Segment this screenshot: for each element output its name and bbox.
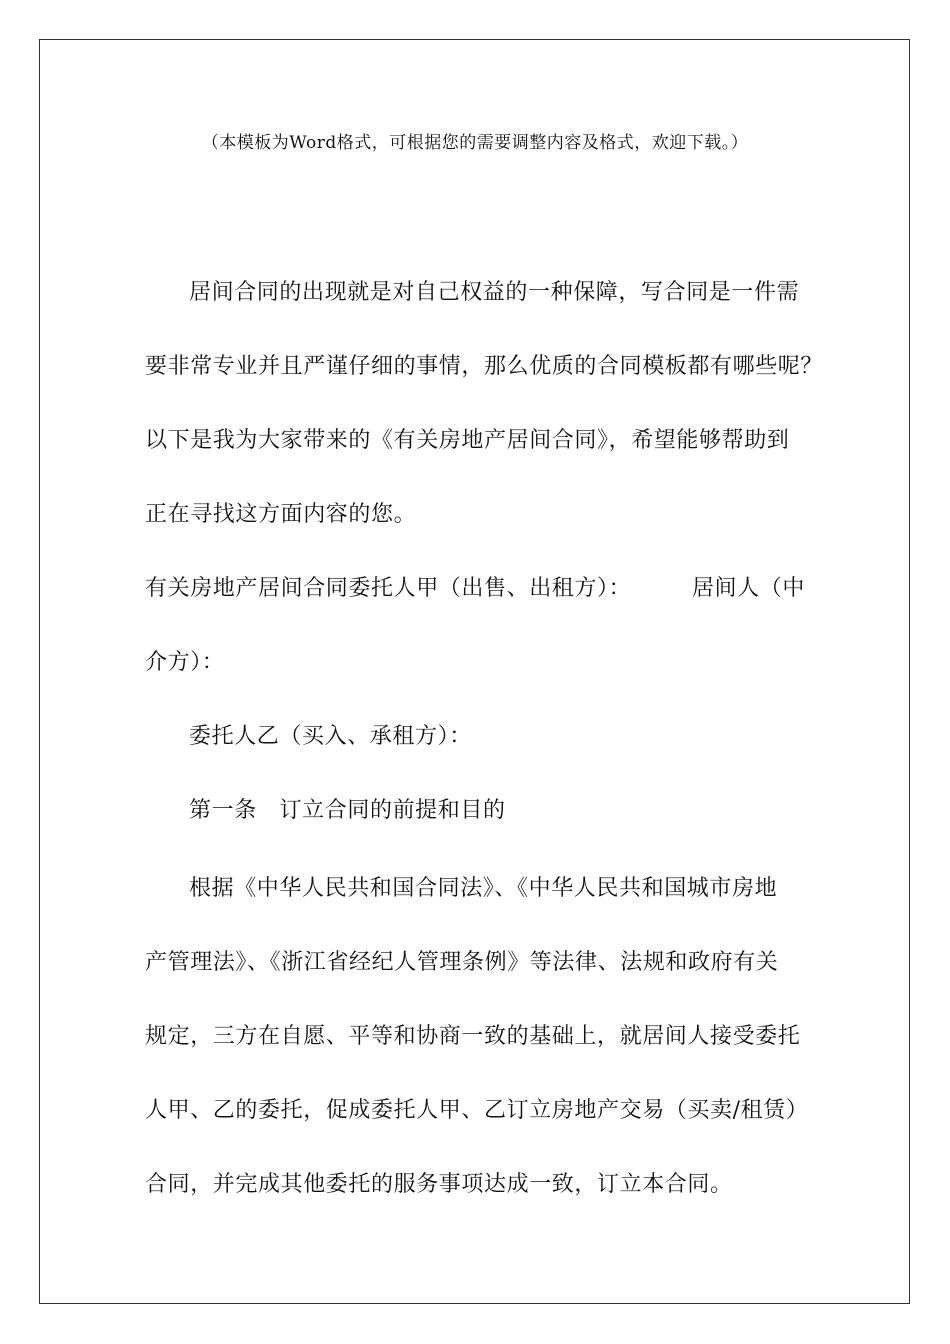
paragraph-line: 介方）：: [145, 650, 225, 675]
article-heading: 第一条 订立合同的前提和目的: [189, 798, 506, 823]
paragraph-line: 合同，并完成其他委托的服务事项达成一致，订立本合同。: [145, 1172, 733, 1197]
paragraph-line: 要非常专业并且严谨仔细的事情，那么优质的合同模板都有哪些呢？: [145, 354, 824, 379]
paragraph-line: 以下是我为大家带来的《有关房地产居间合同》，希望能够帮助到: [145, 428, 790, 453]
paragraph-line: 规定，三方在自愿、平等和协商一致的基础上，就居间人接受委托: [145, 1024, 801, 1049]
paragraph-line: 根据《中华人民共和国合同法》、《中华人民共和国城市房地: [189, 876, 778, 901]
paragraph-line: 产管理法》、《浙江省经纪人管理条例》等法律、法规和政府有关: [145, 950, 779, 975]
paragraph-line: 有关房地产居间合同委托人甲（出售、出租方）： 居间人（中: [145, 576, 805, 601]
paragraph-line: 委托人乙（买入、承租方）：: [189, 724, 472, 749]
paragraph-line: 正在寻找这方面内容的您。: [145, 502, 417, 527]
paragraph-line: 人甲、乙的委托，促成委托人甲、乙订立房地产交易（买卖/租赁）: [145, 1098, 809, 1123]
template-note: （本模板为Word格式，可根据您的需要调整内容及格式，欢迎下载。）: [201, 133, 749, 153]
paragraph-line: 居间合同的出现就是对自己权益的一种保障，写合同是一件需: [189, 280, 800, 305]
